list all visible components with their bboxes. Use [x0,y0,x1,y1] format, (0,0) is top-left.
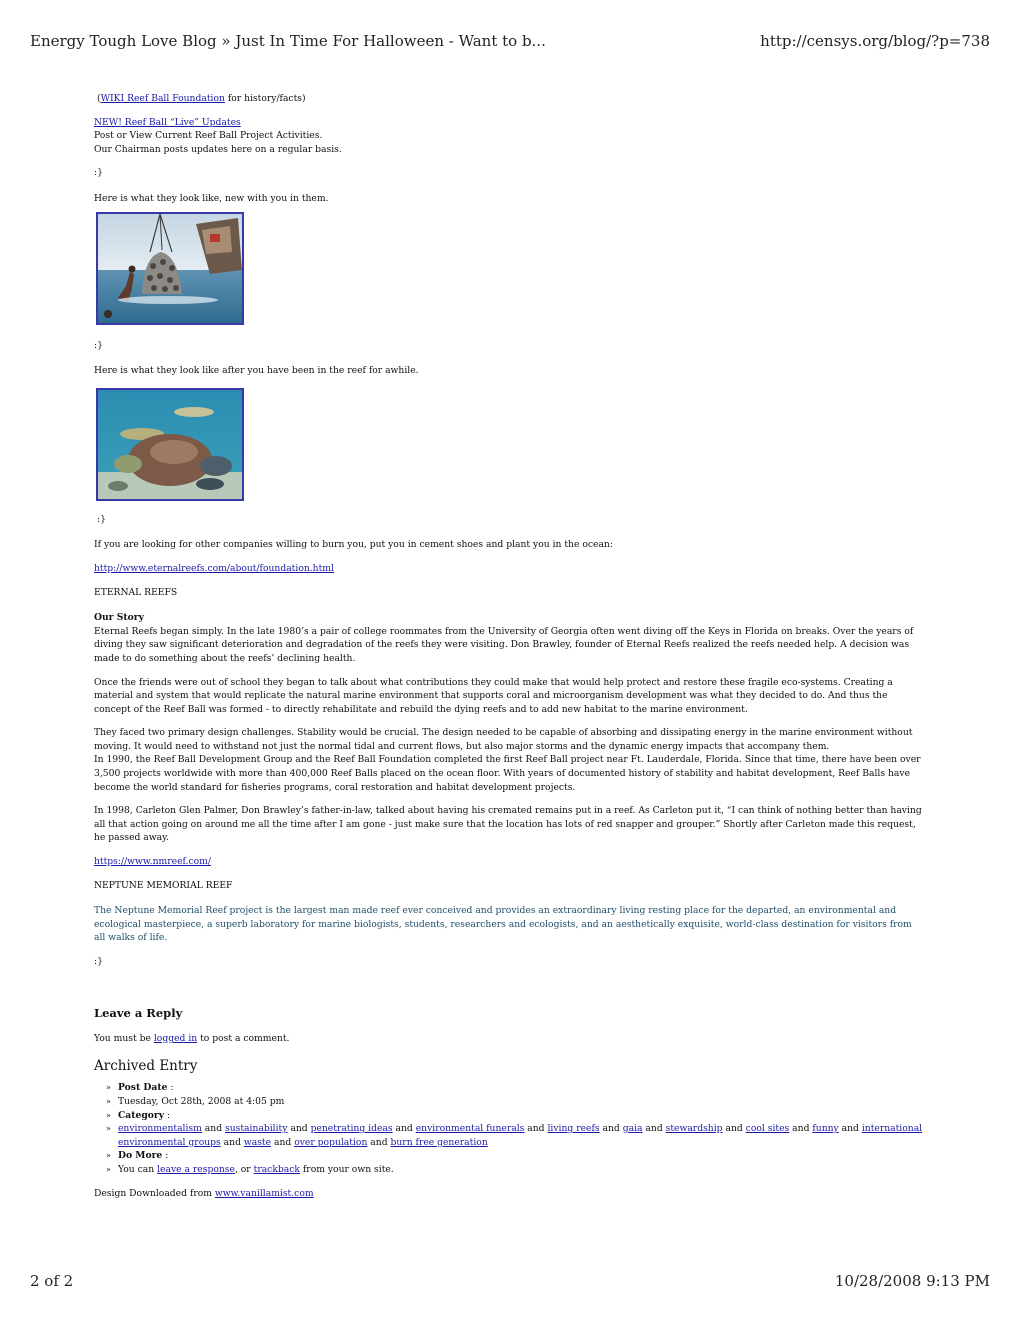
print-footer-page: 2 of 2 [30,1272,74,1290]
archived-entry-heading: Archived Entry [94,1057,198,1074]
reef-ball-new-photo [96,212,244,325]
category-list: » environmentalism and sustainability and penetrating ideas and environmental funerals and living reefs and gaia and stewardship and cool sites and funny and international environmental groups and waste and over population and burn free generation [118,1122,924,1149]
smile-4: :} [94,956,103,967]
category-link[interactable]: cool sites [745,1123,790,1135]
wiki-reef-ball-link[interactable]: WIKI Reef Ball Foundation [100,93,225,104]
post-date-label-item: » Post Date : [118,1081,924,1095]
category-link[interactable]: environmental funerals [415,1123,525,1135]
archived-entry-meta [94,1081,924,1176]
category-link[interactable]: waste [243,1136,272,1148]
category-link[interactable]: funny [812,1123,839,1135]
print-footer-datetime: 10/28/2008 9:13 PM [834,1272,990,1290]
do-more-label-item: » Do More : [118,1149,924,1163]
category-link[interactable]: over population [294,1136,368,1148]
eternal-reefs-story-3: They faced two primary design challenges. Stability would be crucial. The design needed to be capable of absorbing and dissipating energy in the marine environment without moving. It would need to withstand not just the normal tidal and current flows, but also major storms and the dynamic energy impacts that accompany them. In 1990, the Reef Ball Development Group and the Reef Ball Foundation completed the first Reef Ball project near Ft. Lauderdale, Florida. Since that time, there have been over 3,500 projects worldwide with more than 400,000 Reef Balls placed on the ocean floor. With years of documented history of stability and habitat development, Reef Balls have become the world standard for fisheries programs, coral restoration and habitat development projects. [94,727,921,793]
eternal-reefs-story-1: Our Story Eternal Reefs began simply. In the late 1980’s a pair of college roommates from the University of Georgia often went diving off the Keys in Florida on breaks. Over the years of diving they saw significant deterioration and degradation of the reefs they were visiting. Don Brawley, founder of Eternal Reefs realized the reefs needed help. A decision was made to do something about the reefs’ declining health. [94,612,914,664]
category-link[interactable]: sustainability [225,1123,288,1135]
eternal-reefs-story-4: In 1998, Carleton Glen Palmer, Don Brawley’s father-in-law, talked about having his cremated remains put in a reef. As Carleton put it, “I can think of nothing better than having all that action going on around me all the time after I am gone - just make sure that the location has lots of red snapper and grouper.” Shortly after Carleton made this request, he passed away. [94,805,922,844]
our-story-heading: Our Story [94,612,144,624]
neptune-description: The Neptune Memorial Reef project is the largest man made reef ever conceived and provides an extraordinary living resting place for the departed, an environmental and ecological masterpiece, a superb laboratory for marine biologists, students, researchers and ecologists, and an aesthetically exquisite, world-class destination for visitors from all walks of life. [94,905,912,944]
neptune-reef-link[interactable]: https://www.nmreef.com/ [94,856,211,868]
smile-3: :} [97,513,106,525]
print-header-title: Energy Tough Love Blog » Just In Time For Halloween - Want to b... [30,32,546,50]
post-content [94,92,924,1210]
category-link[interactable]: international environmental groups [118,1123,923,1148]
companies-intro: If you are looking for other companies willing to burn you, put you in cement shoes and plant you in the ocean: [94,539,613,551]
leave-reply-heading: Leave a Reply [94,1005,183,1020]
smile-2: :} [94,339,103,351]
smile-1: :} [94,167,103,179]
login-notice: You must be logged in to post a comment. [94,1033,290,1045]
logged-in-link[interactable]: logged in [153,1033,198,1045]
leave-response-link[interactable]: leave a response [157,1163,235,1175]
category-link[interactable]: environmentalism [118,1123,202,1135]
category-link[interactable]: gaia [622,1123,643,1135]
eternal-reefs-heading: ETERNAL REEFS [94,586,178,598]
neptune-heading: NEPTUNE MEMORIAL REEF [94,879,233,891]
reef-ball-live-updates-link[interactable]: NEW! Reef Ball “Live” Updates [94,116,241,128]
print-header-url: http://censys.org/blog/?p=738 [760,32,990,50]
after-caption: Here is what they look like after you have been in the reef for awhile. [94,365,419,377]
vanillamist-link[interactable]: www.vanillamist.com [214,1187,314,1199]
category-link[interactable]: burn free generation [390,1136,488,1148]
category-link[interactable]: stewardship [665,1123,723,1135]
eternal-reefs-story-2: Once the friends were out of school they began to talk about what contributions they could make that would help protect and restore these fragile eco-systems. Creating a material and system that would replicate the natural marine environment that supports coral and microorganism development was what they decided to do. And thus the concept of the Reef Ball was formed - to directly rehabilitate and rebuild the dying reefs and to add new habitat to the marine environment. [94,676,893,715]
post-date-value: » Tuesday, Oct 28th, 2008 at 4:05 pm [118,1095,924,1109]
wiki-line: (WIKI Reef Ball Foundation for history/facts) [97,93,306,104]
reef-ball-coral-photo [96,388,244,501]
do-more-text: » You can leave a response, or trackback from your own site. [118,1163,924,1177]
new-caption: Here is what they look like, new with you in them. [94,192,329,204]
eternal-reefs-link[interactable]: http://www.eternalreefs.com/about/foundation.html [94,562,334,574]
category-link[interactable]: penetrating ideas [310,1123,393,1135]
category-link[interactable]: living reefs [547,1123,600,1135]
trackback-link[interactable]: trackback [253,1163,300,1175]
category-label-item: » Category : [118,1109,924,1123]
design-credit: Design Downloaded from www.vanillamist.com [94,1187,314,1199]
live-updates: NEW! Reef Ball “Live” Updates Post or View Current Reef Ball Project Activities. Our Chairman posts updates here on a regular basis. [94,116,342,155]
